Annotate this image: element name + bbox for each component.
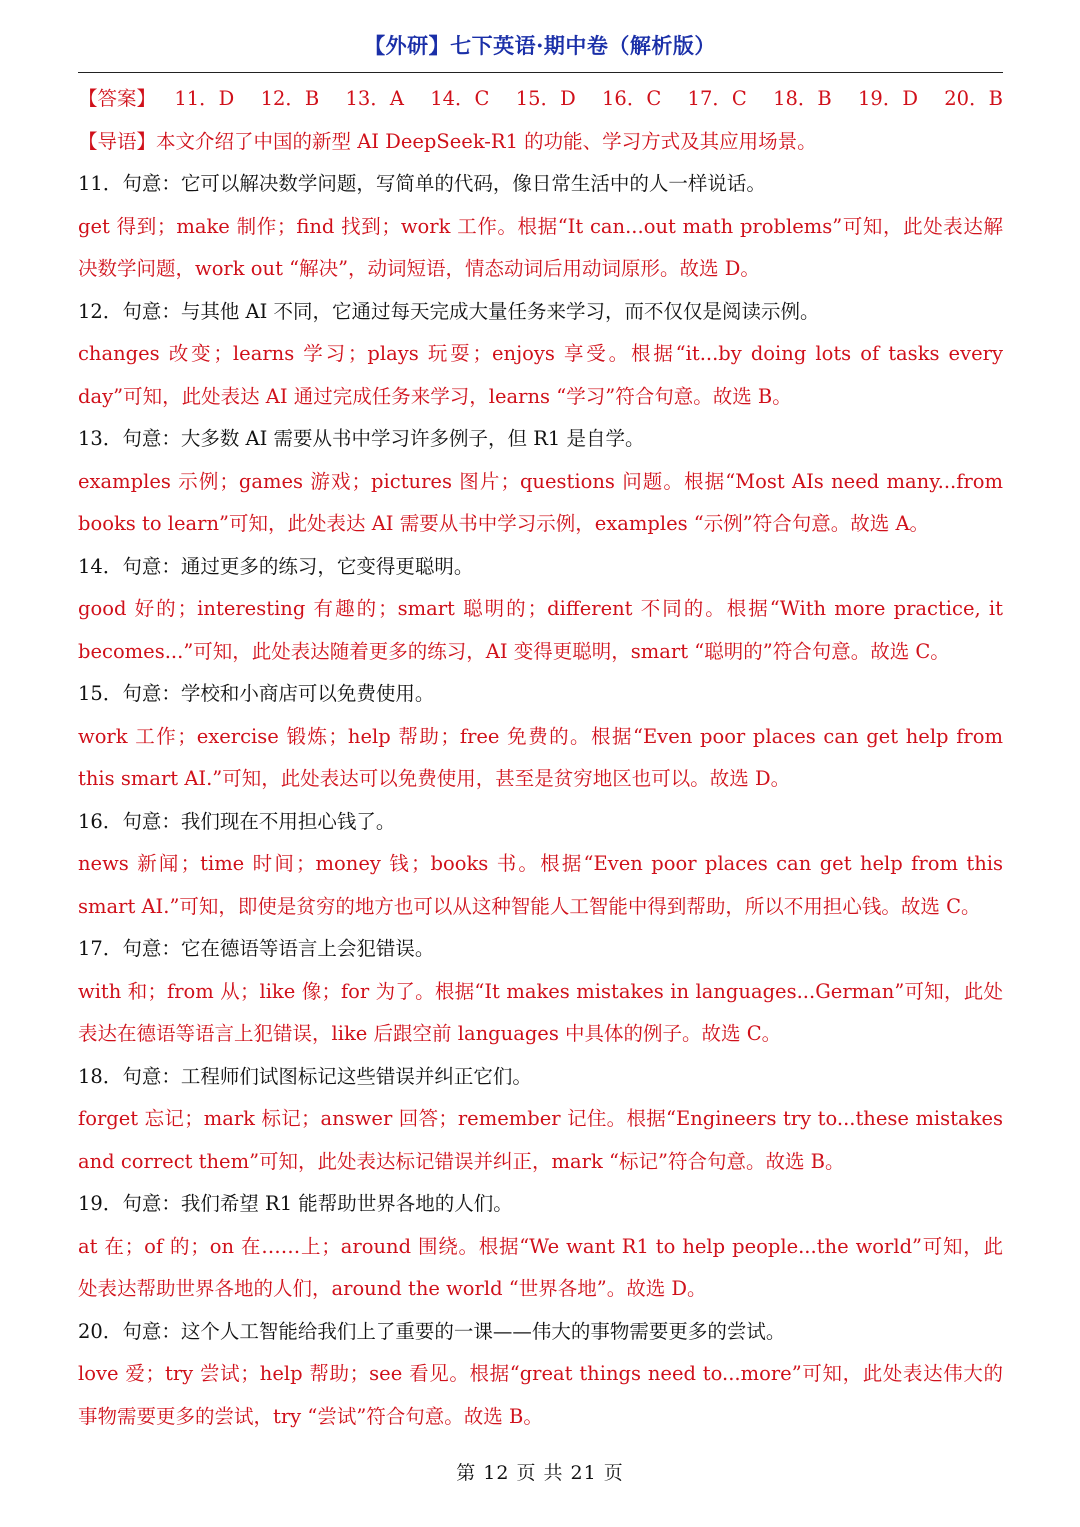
answer-item: 12．B: [260, 87, 320, 110]
guide-paragraph: [78, 121, 1003, 164]
explanation-sentence: 16．句意：我们现在不用担心钱了。: [78, 809, 396, 833]
explanation-sentence: 15．句意：学校和小商店可以免费使用。: [78, 682, 435, 705]
answer-item: 16．C: [602, 87, 662, 110]
explanation-analysis: good 好的；interesting 有趣的；smart 聪明的；different 不同的。根据“With more practice, it becomes...”可知，此处表达随着更多的练习，AI 变得更聪明，smart “聪明的”符合句意。故选 C。: [78, 597, 1003, 663]
explanation-analysis: with 和；from 从；like 像；for 为了。根据“It makes mistakes in languages...German”可知，此处表达在德语等语言上犯错误，like 后跟空前 languages 中具体的例子。故选 C。: [78, 979, 1003, 1045]
guide-text: 本文介绍了中国的新型 AI DeepSeek-R1 的功能、学习方式及其应用场景。: [156, 129, 817, 153]
header-divider: [78, 72, 1003, 73]
answer-item: 20．B: [944, 87, 1003, 110]
explanation-sentence: 14．句意：通过更多的练习，它变得更聪明。: [78, 554, 474, 578]
explanation-sentence: 18．句意：工程师们试图标记这些错误并纠正它们。: [78, 1064, 532, 1088]
answer-item: 14．C: [430, 87, 490, 110]
answer-item: 18．B: [773, 87, 832, 110]
answer-key-label: 【答案】: [78, 87, 157, 110]
answer-key-row: [78, 78, 1003, 121]
explanation-analysis: changes 改变；learns 学习；plays 玩耍；enjoys 享受。根据“it...by doing lots of tasks every day”可知，此处表达 AI 通过完成任务来学习，learns “学习”符合句意。故选 B。: [78, 342, 1003, 408]
explanation-sentence: 13．句意：大多数 AI 需要从书中学习许多例子，但 R1 是自学。: [78, 427, 645, 450]
answer-item: 19．D: [858, 87, 918, 110]
explanation-analysis: at 在；of 的；on 在……上；around 围绕。根据“We want R1 to help people...the world”可知，此处表达帮助世界各地的人们，around the world “世界各地”。故选 D。: [78, 1234, 1003, 1300]
explanation-analysis: examples 示例；games 游戏；pictures 图片；questions 问题。根据“Most AIs need many...from books to learn”可知，此处表达 AI 需要从书中学习示例，examples “示例”符合句意。故选 A。: [78, 469, 1003, 535]
explanation-analysis: love 爱；try 尝试；help 帮助；see 看见。根据“great things need to...more”可知，此处表达伟大的事物需要更多的尝试，try “尝试”符合句意。故选 B。: [78, 1362, 1003, 1428]
page-number-footer: 第 12 页 共 21 页: [456, 1462, 624, 1484]
answer-item: 13．A: [345, 87, 404, 110]
explanation-analysis: news 新闻；time 时间；money 钱；books 书。根据“Even poor places can get help from this smart AI.”可知，即使是贫穷的地方也可以从这种智能人工智能中得到帮助，所以不用担心钱。故选 C。: [78, 852, 1003, 918]
explanation-sentence: 19．句意：我们希望 R1 能帮助世界各地的人们。: [78, 1192, 513, 1215]
explanation-analysis: work 工作；exercise 锻炼；help 帮助；free 免费的。根据“Even poor places can get help from this smart AI.”可知，此处表达可以免费使用，甚至是贫穷地区也可以。故选 D。: [78, 724, 1003, 790]
page-header-title: 【外研】七下英语·期中卷（解析版）: [364, 33, 716, 58]
explanation-sentence: 17．句意：它在德语等语言上会犯错误。: [78, 937, 435, 960]
guide-label: 【导语】: [78, 129, 157, 153]
answer-item: 11．D: [174, 87, 235, 110]
explanation-analysis: forget 忘记；mark 标记；answer 回答；remember 记住。根据“Engineers try to...these mistakes and correct them”可知，此处表达标记错误并纠正，mark “标记”符合句意。故选 B。: [78, 1107, 1003, 1173]
answer-item: 17．C: [687, 87, 747, 110]
document-body: [78, 78, 1003, 1438]
explanation-sentence: 12．句意：与其他 AI 不同，它通过每天完成大量任务来学习，而不仅仅是阅读示例。: [78, 299, 820, 323]
explanation-analysis: get 得到；make 制作；find 找到；work 工作。根据“It can...out math problems”可知，此处表达解决数学问题，work out “解决”，动词短语，情态动词后用动词原形。故选 D。: [78, 214, 1003, 280]
answer-item: 15．D: [515, 87, 576, 110]
explanation-sentence: 11．句意：它可以解决数学问题，写简单的代码，像日常生活中的人一样说话。: [78, 172, 766, 195]
explanation-sentence: 20．句意：这个人工智能给我们上了重要的一课——伟大的事物需要更多的尝试。: [78, 1319, 786, 1343]
